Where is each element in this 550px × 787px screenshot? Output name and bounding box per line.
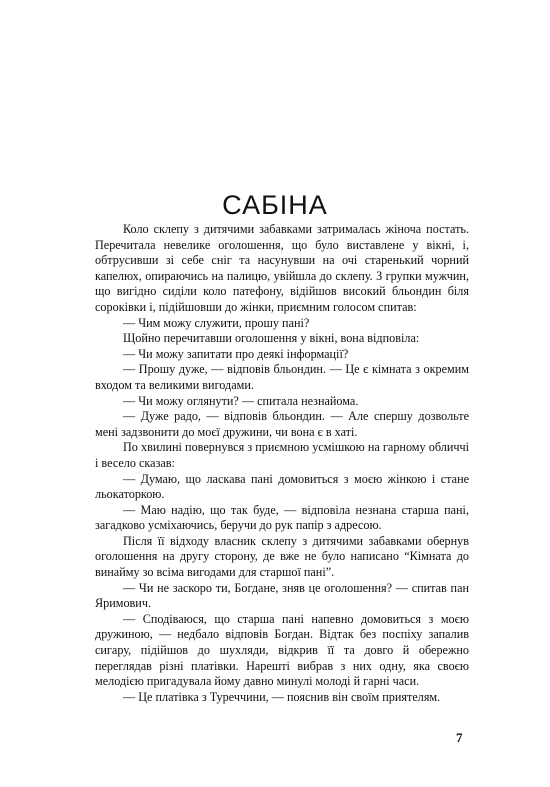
paragraph: Після її відходу власник склепу з дитячими забавками обернув оголошення на другу сторону, де вже не було написано “Кімната до винайму зо всіма вигодами для старшої пані”. bbox=[95, 533, 469, 580]
paragraph: — Чи можу запитати про деякі інформації? bbox=[123, 346, 349, 361]
body-text bbox=[95, 222, 469, 705]
paragraph: По хвилині повернувся з приємною усмішкою на гарному обличчі і весело сказав: bbox=[95, 440, 469, 470]
paragraph: — Чим можу служити, прошу пані? bbox=[123, 315, 310, 330]
paragraph: Щойно перечитавши оголошення у вікні, вона відповіла: bbox=[123, 331, 420, 346]
paragraph: — Дуже радо, — відповів бльондин. — Але спершу дозвольте мені задзвонити до моєї дружини, чи вона є в хаті. bbox=[95, 409, 469, 439]
page-number: 7 bbox=[456, 730, 463, 745]
paragraph: — Це платівка з Туреччини, — пояснив він своїм приятелям. bbox=[123, 689, 441, 704]
paragraph: — Сподіваюся, що старша пані напевно домовиться з моєю дружиною, — недбало відповів Богдан. Відтак без поспіху запалив сигару, підійшов до шухляди, відкрив її та довго й обережно переглядав різні платівки. Нарешті вибрав з них одну, яка своєю мелодією пригадувала йому давно минулі молоді й гарні часи. bbox=[95, 611, 469, 689]
paragraph: — Чи не заскоро ти, Богдане, зняв це оголошення? — спитав пан Яримович. bbox=[95, 580, 469, 611]
paragraph: — Думаю, що ласкава пані домовиться з моєю жінкою і стане льокаторкою. bbox=[95, 471, 469, 502]
paragraph: — Маю надію, що так буде, — відповіла незнана старша пані, загадково усміхаючись, беручи до рук папір з адресою. bbox=[95, 502, 469, 533]
paragraph: — Прошу дуже, — відповів бльондин. — Це є кімната з окремим входом та великими вигодами. bbox=[95, 362, 469, 392]
paragraph: — Чи можу оглянути? — спитала незнайома. bbox=[123, 393, 359, 408]
paragraph: Коло склепу з дитячими забавками затрималась жіноча постать. Перечитала невелике оголошення, що було виставлене у вікні, і, обтрусивши зі себе сніг та насунувши на очі старенький чорний капелюх, опираючись на палицю, увійшла до склепу. З групки мужчин, що вигідно сиділи коло патефону, відійшов високий бльондин біля сороківки і, підійшовши до жінки, приємним голосом спитав: bbox=[95, 222, 469, 314]
chapter-title: САБІНА bbox=[222, 190, 328, 221]
